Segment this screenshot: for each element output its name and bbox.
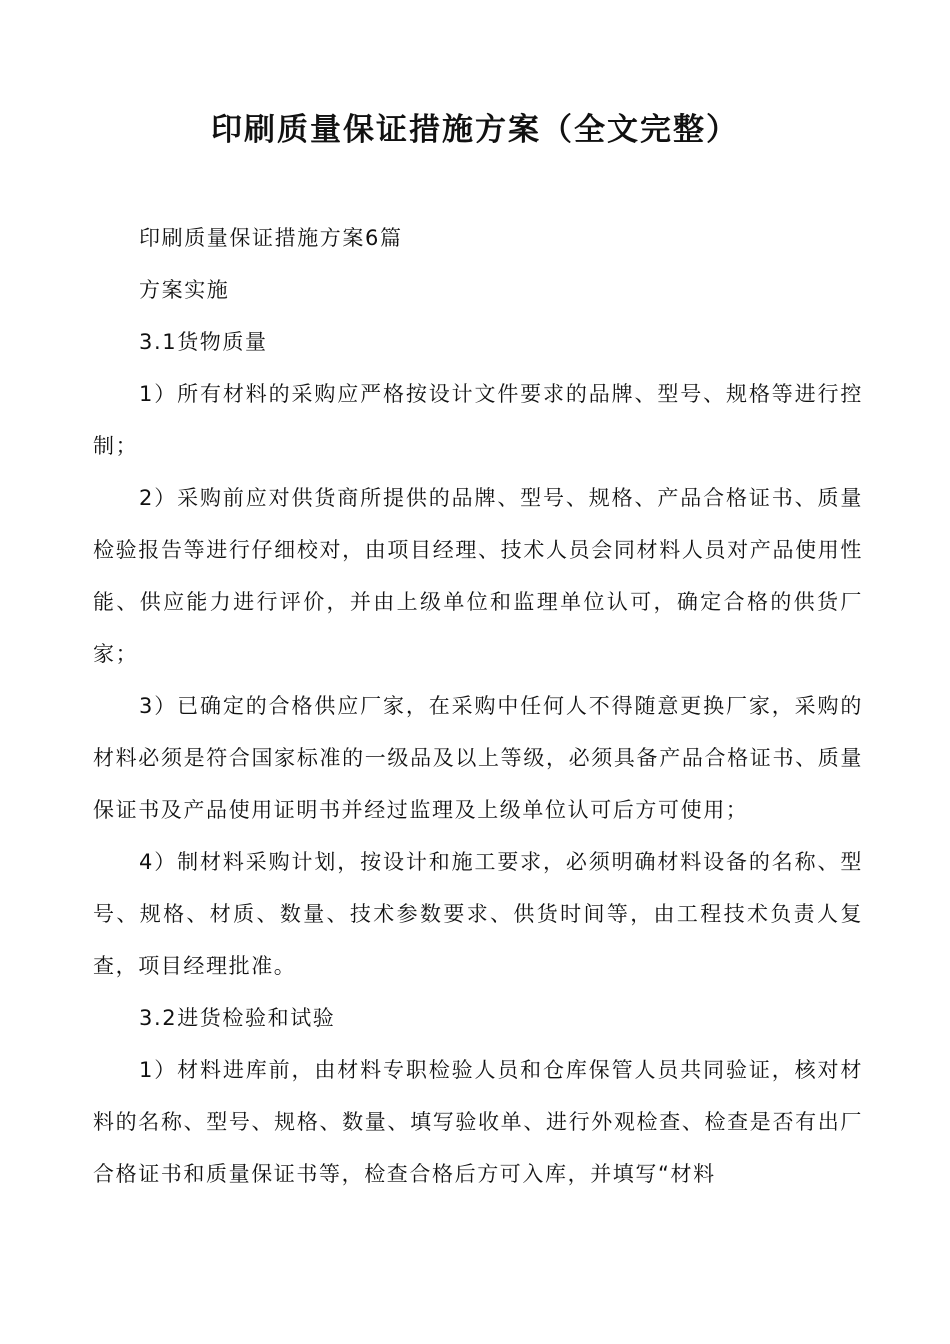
document-title: 印刷质量保证措施方案（全文完整） [211, 112, 739, 148]
paragraph-item-3: 3）已确定的合格供应厂家，在采购中任何人不得随意更换厂家，采购的材料必须是符合国家标准的一级品及以上等级，必须具备产品合格证书、质量保证书及产品使用证明书并经过监理及上级单位认可后方可使用； [93, 694, 863, 822]
paragraph-heading-3-2: 3.2进货检验和试验 [139, 1006, 336, 1030]
paragraph-item-4: 4）制材料采购计划，按设计和施工要求，必须明确材料设备的名称、型号、规格、材质、数量、技术参数要求、供货时间等，由工程技术负责人复查，项目经理批准。 [93, 850, 863, 978]
paragraph-heading-3-1: 3.1货物质量 [139, 330, 268, 354]
paragraph-item-2: 2）采购前应对供货商所提供的品牌、型号、规格、产品合格证书、质量检验报告等进行仔细校对，由项目经理、技术人员会同材料人员对产品使用性能、供应能力进行评价，并由上级单位和监理单位认可，确定合格的供货厂家； [93, 486, 863, 666]
paragraph-subtitle: 印刷质量保证措施方案6篇 [139, 226, 403, 250]
paragraph-section-heading: 方案实施 [139, 278, 230, 302]
paragraph-item-3-2-1: 1）材料进库前，由材料专职检验人员和仓库保管人员共同验证，核对材料的名称、型号、规格、数量、填写验收单、进行外观检查、检查是否有出厂合格证书和质量保证书等，检查合格后方可入库，并填写“材料 [93, 1058, 863, 1186]
paragraph-item-1: 1）所有材料的采购应严格按设计文件要求的品牌、型号、规格等进行控制； [93, 382, 863, 458]
document-body [93, 212, 863, 1200]
